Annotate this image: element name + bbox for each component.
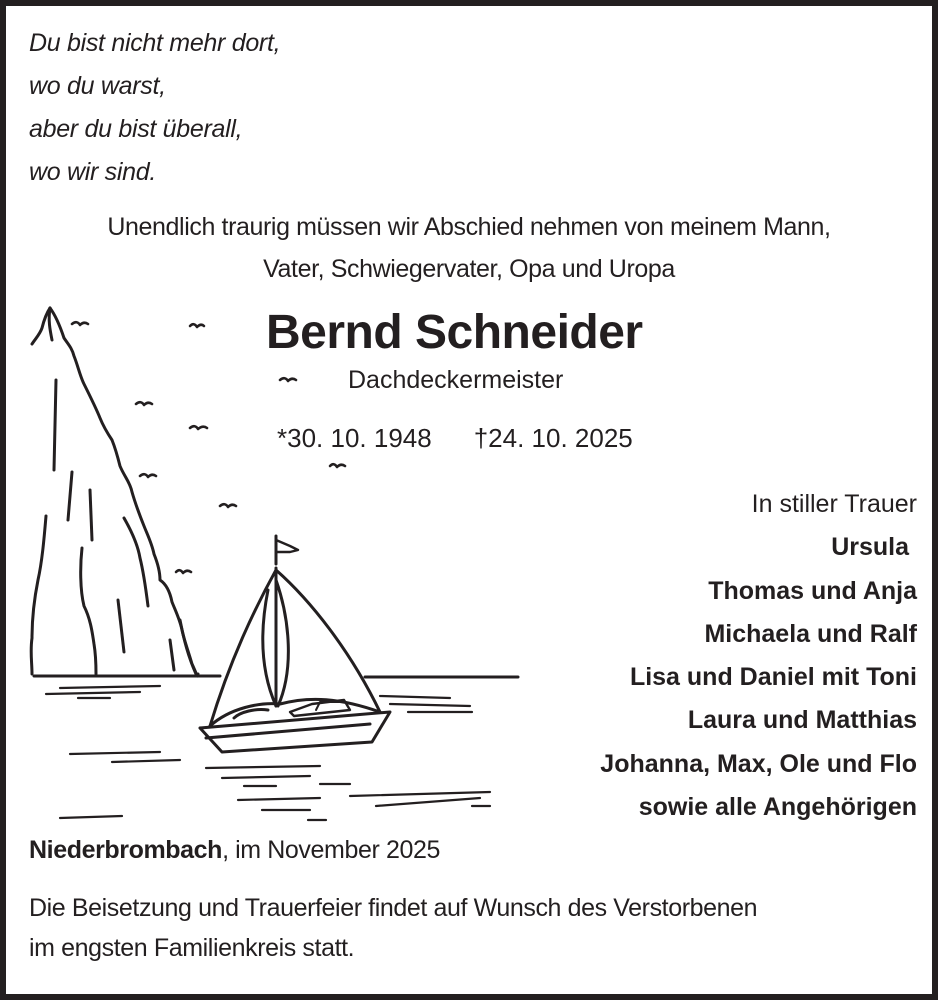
sailboat-icon (200, 536, 390, 752)
mourners-list (600, 483, 917, 829)
intro-text (0, 206, 938, 290)
notice-line-1: Die Beisetzung und Trauerfeier findet auf Wunsch des Verstorbenen (29, 894, 758, 922)
poem-line: wo du warst, (29, 72, 166, 100)
poem (29, 22, 280, 194)
water-lines (46, 686, 490, 820)
poem-line: aber du bist überall, (29, 115, 243, 143)
birth-date: *30. 10. 1948 (277, 423, 432, 453)
mourner-family: Ursula (831, 533, 909, 562)
mourner-family: Laura und Matthias (687, 706, 917, 735)
mourners-intro: In stiller Trauer (751, 490, 917, 518)
mourner-family: Johanna, Max, Ole und Flo (600, 749, 917, 778)
mourner-family: Thomas und Anja (708, 576, 917, 605)
mourner-family: Lisa und Daniel mit Toni (629, 663, 917, 692)
mourner-family: sowie alle Angehörigen (638, 793, 917, 822)
mourner-family: Michaela und Ralf (704, 619, 917, 648)
poem-line: Du bist nicht mehr dort, (29, 29, 281, 57)
notice-line-2: im engsten Familienkreis statt. (29, 934, 355, 962)
poem-line: wo wir sind. (29, 158, 156, 186)
cliff-icon (31, 308, 198, 676)
date-text: , im November 2025 (222, 836, 440, 864)
deceased-name: Bernd Schneider (266, 306, 643, 359)
life-dates (277, 423, 633, 454)
intro-line-1: Unendlich traurig müssen wir Abschied nehmen von meinem Mann, (107, 213, 831, 241)
funeral-notice (29, 888, 757, 968)
death-date: †24. 10. 2025 (473, 423, 633, 453)
intro-line-2: Vater, Schwiegervater, Opa und Uropa (263, 255, 675, 283)
place-and-date (29, 836, 440, 865)
place-name: Niederbrombach (29, 836, 223, 864)
deceased-profession: Dachdeckermeister (348, 366, 564, 394)
